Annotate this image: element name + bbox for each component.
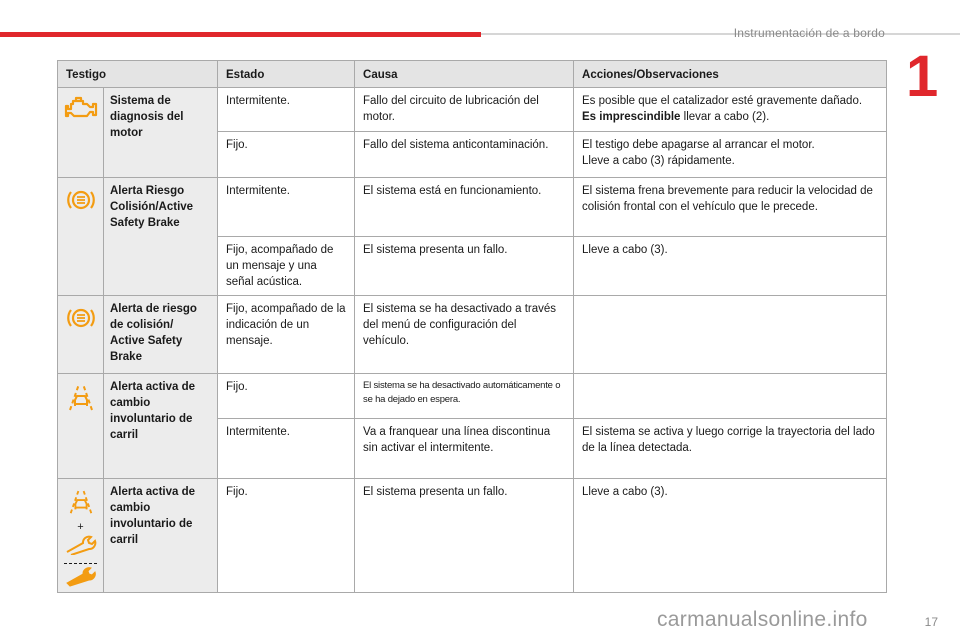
causa-cell: Va a franquear una línea discontinua sin activar el intermitente. [355, 419, 574, 479]
estado-cell: Fijo. [218, 479, 355, 593]
causa-cell: Fallo del circuito de lubricación del motor. [355, 88, 574, 132]
icon-cell [58, 178, 104, 296]
icon-cell [58, 88, 104, 178]
estado-cell: Intermitente. [218, 419, 355, 479]
group-name: Alerta activa de cambio involuntario de carril [104, 374, 218, 479]
wrench-filled-icon [64, 567, 98, 592]
column-header-acciones: Acciones/Observaciones [574, 61, 887, 88]
plus-sign: + [77, 521, 84, 533]
engine-icon [64, 96, 98, 125]
column-header-estado: Estado [218, 61, 355, 88]
estado-cell: Intermitente. [218, 88, 355, 132]
acciones-cell: Lleve a cabo (3). [574, 479, 887, 593]
header-red-bar [0, 32, 481, 37]
collision-alert-icon [66, 304, 96, 337]
table-header-row [58, 61, 887, 88]
icon-cell [58, 479, 104, 593]
estado-cell: Fijo, acompañado de un mensaje y una señal acústica. [218, 237, 355, 296]
warning-lights-table [57, 60, 887, 593]
causa-cell: Fallo del sistema anticontaminación. [355, 132, 574, 178]
acciones-bold: Es imprescindible [582, 111, 681, 123]
table-row [58, 88, 887, 132]
causa-cell: El sistema está en funcionamiento. [355, 178, 574, 237]
lane-departure-icon [66, 487, 96, 520]
table-row [58, 479, 887, 593]
causa-cell: El sistema presenta un fallo. [355, 479, 574, 593]
collision-alert-icon [66, 186, 96, 219]
icon-divider [64, 563, 97, 564]
table-row [58, 374, 887, 419]
estado-cell: Fijo. [218, 374, 355, 419]
estado-cell: Fijo, acompañado de la indicación de un mensaje. [218, 296, 355, 374]
table-row [58, 178, 887, 237]
acciones-cell [574, 296, 887, 374]
estado-cell: Intermitente. [218, 178, 355, 237]
causa-cell: El sistema presenta un fallo. [355, 237, 574, 296]
icon-cell [58, 296, 104, 374]
column-header-testigo: Testigo [58, 61, 218, 88]
causa-cell: El sistema se ha desactivado a través del menú de configuración del vehículo. [355, 296, 574, 374]
acciones-cell: El sistema se activa y luego corrige la trayectoria del lado de la línea detectada. [574, 419, 887, 479]
icon-cell [58, 374, 104, 479]
acciones-tail: llevar a cabo (2). [680, 111, 770, 123]
wrench-outline-icon [64, 535, 98, 560]
lane-departure-icon [66, 382, 96, 417]
acciones-cell [574, 88, 887, 132]
group-name: Sistema de diagnosis del motor [104, 88, 218, 178]
acciones-cell [574, 374, 887, 419]
acciones-cell: El sistema frena brevemente para reducir la velocidad de colisión frontal con el vehículo que le precede. [574, 178, 887, 237]
watermark: carmanualsonline.info [657, 608, 868, 631]
header-grey-rule [481, 33, 960, 35]
acciones-text: El testigo debe apagarse al arrancar el motor. [582, 139, 815, 151]
acciones-text: Es posible que el catalizador esté gravemente dañado. [582, 95, 863, 107]
acciones-cell: Lleve a cabo (3). [574, 237, 887, 296]
page-number: 17 [924, 615, 938, 629]
column-header-causa: Causa [355, 61, 574, 88]
acciones-line2: Lleve a cabo (3) rápidamente. [582, 155, 735, 167]
estado-cell: Fijo. [218, 132, 355, 178]
acciones-cell [574, 132, 887, 178]
group-name: Alerta Riesgo Colisión/Active Safety Brake [104, 178, 218, 296]
causa-cell: El sistema se ha desactivado automáticamente o se ha dejado en espera. [355, 374, 574, 419]
section-title: Instrumentación de a bordo [733, 26, 885, 40]
group-name: Alerta de riesgo de colisión/ Active Safety Brake [104, 296, 218, 374]
group-name: Alerta activa de cambio involuntario de carril [104, 479, 218, 593]
table-row [58, 296, 887, 374]
chapter-number: 1 [906, 44, 939, 109]
